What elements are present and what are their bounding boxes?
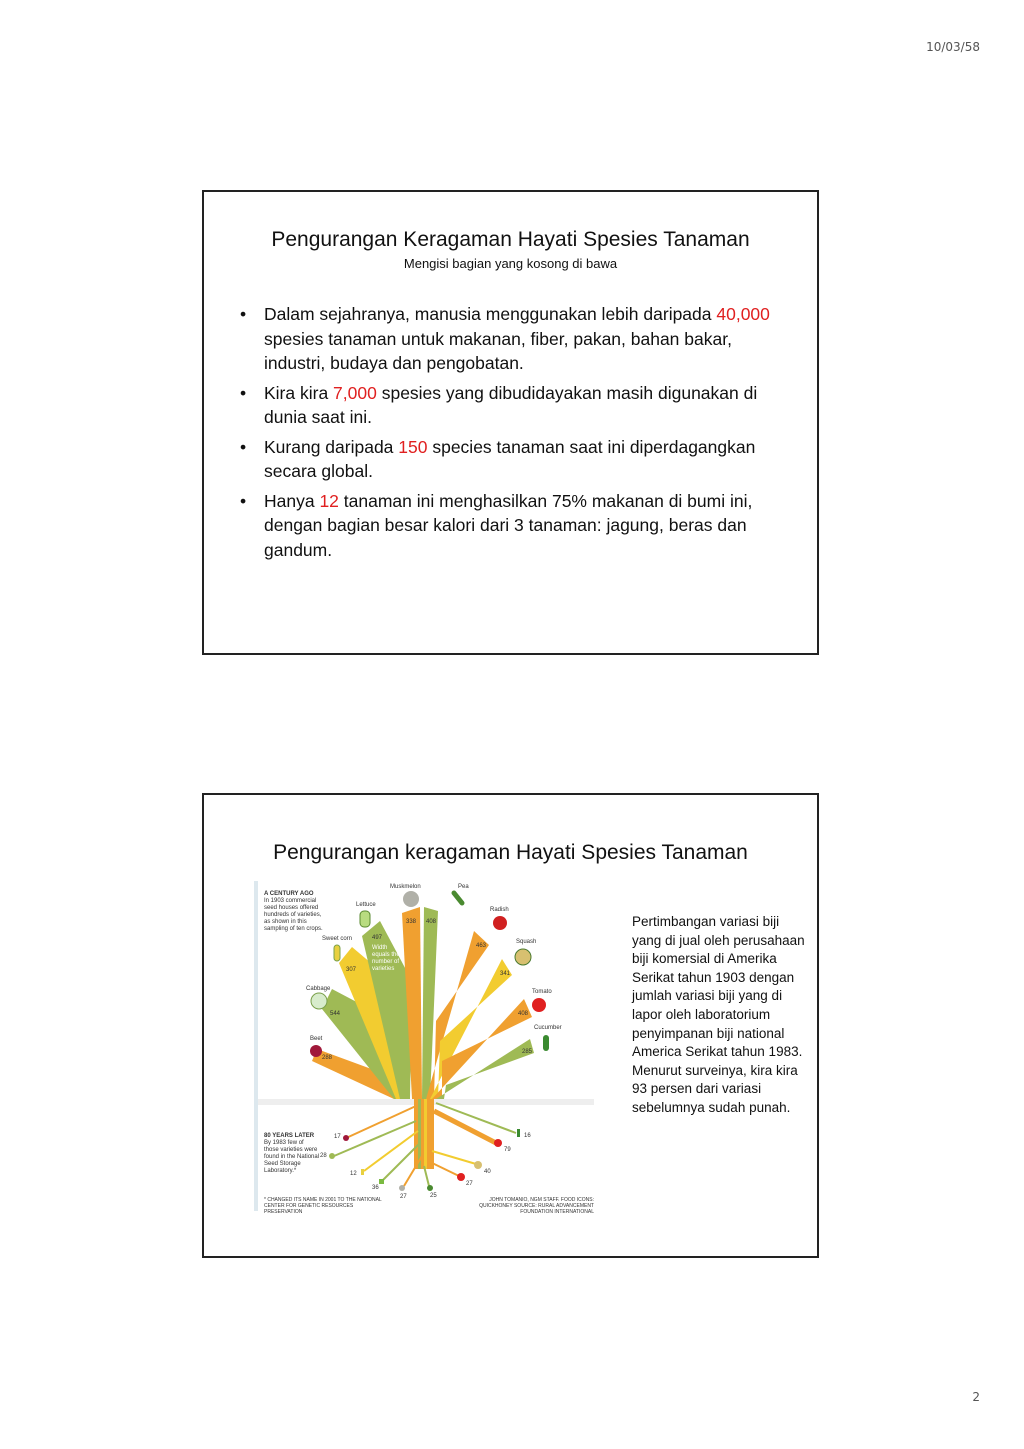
page-date: 10/03/58 [926,40,980,54]
crop-label: Tomato [532,989,552,995]
figure-heading: A CENTURY AGO [264,891,314,897]
variety-count-1983: 27 [400,1194,407,1200]
variety-count-1903: 285 [522,1049,533,1055]
slide-2 [202,793,819,1258]
variety-count-1983: 27 [466,1181,473,1187]
variety-count-1983: 25 [430,1193,437,1199]
page-number: 2 [972,1390,980,1404]
variety-count-1903: 497 [372,935,383,941]
variety-count-1903: 463 [476,943,487,949]
figure-footnote: * CHANGED ITS NAME IN 2001 TO THE NATIONAL CENTER FOR GENETIC RESOURCES PRESERVATION [264,1197,382,1215]
figure-intro: In 1903 commercial seed houses offered hundreds of varieties, as shown in this sampling of ten crops. [264,898,323,932]
crop-label: Muskmelon [390,884,421,890]
variety-count-1983: 28 [320,1153,327,1159]
figure-credit: JOHN TOMANIO, NGM STAFF. FOOD ICONS: QUICKHONEY SOURCE: RURAL ADVANCEMENT FOUNDATION INTERNATIONAL [479,1197,594,1215]
bullet-icon: • [240,382,247,403]
crop-label: Lettuce [356,902,376,908]
variety-count-1983: 79 [504,1147,511,1153]
highlight-number: 12 [319,490,339,511]
variety-count-1903: 544 [330,1011,341,1017]
figure-width-note: Width equals the number of varieties [372,945,400,972]
bullet-icon: • [240,304,247,324]
crop-label: Pea [458,884,469,890]
crop-label: Beet [310,1036,323,1042]
slide-title: Pengurangan keragaman Hayati Spesies Tanaman [273,841,748,864]
variety-count-1903: 307 [346,967,357,973]
variety-count-1903: 288 [322,1055,333,1061]
crop-label: Cabbage [306,986,331,992]
slide-subtitle: Mengisi bagian yang kosong di bawa [403,256,618,271]
variety-count-1983: 16 [524,1133,531,1139]
slide-description: Pertimbangan variasi biji yang di jual oleh perusahaan biji komersial di Amerika Serikat tahun 1903 dengan jumlah variasi biji yang di lapor oleh laboratorium penyimpanan biji national America Serikat tahun 1983. Menurut surveinya, kira kira 93 persen dari variasi sebelumnya sudah punah. [632,914,805,1115]
variety-count-1903: 341 [500,971,511,977]
variety-count-1903: 338 [406,919,417,925]
crop-label: Squash [516,939,537,945]
crop-label: Radish [490,907,509,913]
variety-count-1983: 17 [334,1134,341,1140]
variety-count-1983: 36 [372,1185,379,1191]
figure-later-heading: 80 YEARS LATER [264,1133,315,1139]
variety-count-1903: 408 [518,1011,529,1017]
bullet-item: • Hanya 12 tanaman ini menghasilkan 75% makanan di bumi ini, dengan bagian besar kalori dari 3 tanaman: jagung, beras dan gandum. [240,490,753,560]
crop-label: Cucumber [534,1025,562,1031]
bullet-list [238,302,791,567]
highlight-number: 40,000 [716,304,770,324]
bullet-item: • Dalam sejahranya, manusia menggunakan lebih daripada 40,000 spesies tanaman untuk makanan, fiber, pakan, bahan bakar, industri, budaya dan pengobatan. [240,304,770,373]
seed-variety-tree-infographic [254,881,594,1215]
variety-count-1983: 12 [350,1171,357,1177]
highlight-number: 150 [398,436,428,457]
slide-1 [202,190,819,655]
bullet-item: • Kira kira 7,000 spesies yang dibudidayakan masih digunakan di dunia saat ini. [240,382,758,427]
variety-count-1983: 40 [484,1169,491,1175]
slide-title: Pengurangan Keragaman Hayati Spesies Tanaman [271,228,750,251]
bullet-icon: • [240,436,247,457]
figure-later-text: By 1983 few of those varieties were found in the National Seed Storage Laboratory.* [264,1140,320,1174]
bullet-icon: • [240,490,247,511]
crop-label: Sweet corn [322,936,353,942]
bullet-item: • Kurang daripada 150 species tanaman saat ini diperdagangkan secara global. [240,436,756,481]
highlight-number: 7,000 [333,382,377,403]
variety-count-1903: 408 [426,919,437,925]
